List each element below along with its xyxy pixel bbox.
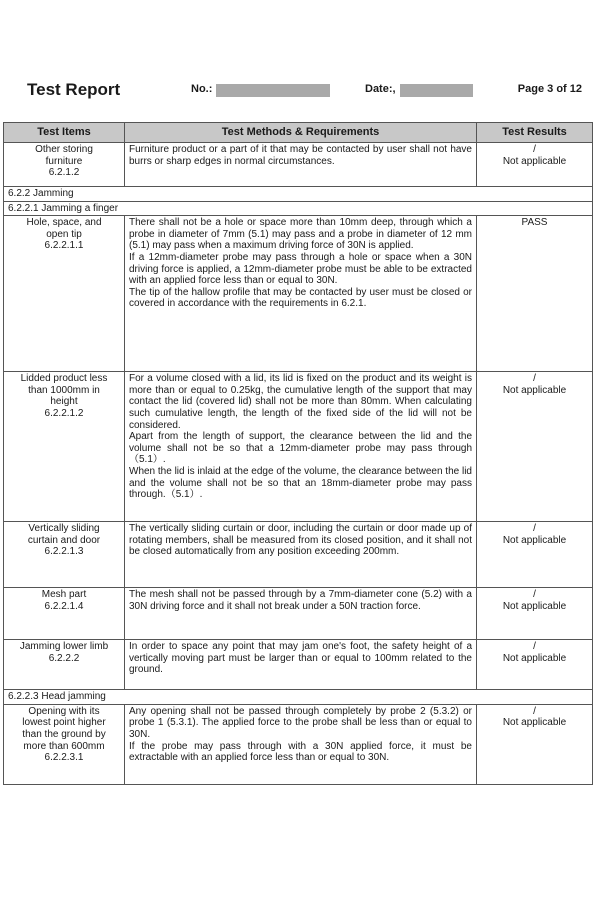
test-item-line: lowest point higher — [22, 717, 106, 729]
test-method-cell — [125, 143, 477, 187]
test-result-text: / — [533, 144, 536, 155]
report-number-label: No.: — [191, 83, 213, 95]
test-item-line: 6.2.1.2 — [48, 167, 80, 179]
column-header-test-methods: Test Methods & Requirements — [125, 123, 477, 143]
test-item-line: furniture — [45, 155, 83, 167]
table-row — [4, 216, 593, 372]
test-item-line: 6.2.2.1.2 — [44, 407, 84, 419]
table-row — [4, 522, 593, 588]
requirement-paragraph: Any opening shall not be passed through completely by probe 2 (5.3.2) or probe 1 (5.3.1). The applied force to the probe shall be less than or equal to 30N. — [129, 705, 472, 740]
test-item-line: Lidded product less — [20, 373, 108, 385]
test-method-cell — [125, 216, 477, 372]
table-header-row — [4, 123, 593, 143]
test-result-text: Not applicable — [502, 534, 567, 546]
date-label: Date:, — [365, 83, 396, 95]
test-item-cell — [4, 522, 125, 588]
test-item-line: curtain and door — [27, 534, 101, 546]
test-item-line: 6.2.2.1.1 — [44, 240, 84, 252]
test-result-text: Not applicable — [502, 717, 567, 729]
redacted-report-number — [216, 84, 330, 97]
test-result-cell — [477, 143, 593, 187]
test-item-cell — [4, 588, 125, 640]
test-item-line: 6.2.2.3.1 — [44, 752, 84, 764]
requirement-paragraph: The vertically sliding curtain or door, including the curtain or door made up of rotating members, shall be measured from its closed position, and it shall not be closed automatically from any position exceeding 200mm. — [129, 523, 472, 558]
requirement-paragraph: If a 12mm-diameter probe may pass through a hole or space when a 30N driving force is applied, a 12mm-diameter probe must be able to be extracted with an applied force less than or equal to 30N. — [129, 251, 472, 287]
test-item-cell — [4, 640, 125, 690]
test-result-text: / — [533, 705, 536, 717]
section-heading: 6.2.2 Jamming — [4, 187, 593, 202]
requirement-paragraph: Furniture product or a part of it that may be contacted by user shall not have burrs or sharp edges in normal circumstances. — [129, 144, 472, 167]
test-item-line: more than 600mm — [23, 740, 105, 752]
test-item-cell — [4, 704, 125, 784]
test-result-cell — [477, 640, 593, 690]
test-result-cell — [477, 216, 593, 372]
test-result-text: / — [533, 523, 536, 535]
test-item-line: 6.2.2.1.3 — [44, 546, 84, 558]
test-result-cell — [477, 588, 593, 640]
requirement-paragraph: For a volume closed with a lid, its lid is fixed on the product and its weight is more than or equal to 0.25kg, the cumulative length of the support that may contact the lid (covered lid) shall not be more than 80mm. When calculating such cumulative length, the length of the fixed side of the lid will not be considered. — [129, 373, 472, 431]
test-item-line: Opening with its — [28, 705, 100, 717]
requirement-paragraph: In order to space any point that may jam one's foot, the safety height of a vertically moving part must be larger than or equal to 100mm related to the ground. — [129, 641, 472, 676]
table-body — [4, 143, 593, 785]
test-item-line: 6.2.2.2 — [48, 652, 80, 664]
table-row — [4, 640, 593, 690]
column-header-test-items: Test Items — [4, 123, 125, 143]
test-result-text: Not applicable — [502, 155, 567, 167]
requirement-paragraph: If the probe may pass through with a 30N applied force, it must be extractable with an applied force less than or equal to 30N. — [129, 740, 472, 764]
test-result-cell — [477, 704, 593, 784]
test-item-line: Mesh part — [41, 589, 87, 601]
test-item-line: open tip — [46, 228, 82, 240]
test-item-line: than the ground by — [22, 728, 106, 740]
section-heading: 6.2.2.3 Head jamming — [4, 690, 593, 705]
test-item-line: height — [50, 396, 78, 408]
table-row — [4, 704, 593, 784]
test-item-line: than 1000mm in — [28, 384, 100, 396]
test-result-text: / — [533, 589, 536, 601]
test-result-text: PASS — [521, 217, 548, 229]
test-result-text: Not applicable — [502, 600, 567, 612]
section-heading: 6.2.2.1 Jamming a finger — [4, 201, 593, 216]
redacted-date — [400, 84, 473, 97]
table-row — [4, 372, 593, 522]
section-row — [4, 187, 593, 202]
report-header — [27, 80, 582, 104]
test-item-cell — [4, 372, 125, 522]
requirement-paragraph: There shall not be a hole or space more than 10mm deep, through which a probe in diameter of 7mm (5.1) may pass and a probe in diameter of 12 mm (5.1) may pass when a maximum driving force of 30N is applied. — [129, 217, 472, 252]
table-row — [4, 588, 593, 640]
test-result-cell — [477, 372, 593, 522]
table-row — [4, 143, 593, 187]
test-method-cell — [125, 372, 477, 522]
test-item-line: Vertically sliding — [28, 523, 100, 535]
test-item-cell — [4, 143, 125, 187]
test-item-line: Jamming lower limb — [19, 641, 109, 653]
report-title: Test Report — [27, 80, 121, 99]
section-row — [4, 690, 593, 705]
test-item-line: Other storing — [35, 144, 93, 155]
requirement-paragraph: When the lid is inlaid at the edge of the volume, the clearance between the lid and the volume shall not be so that an 18mm-diameter probe may pass through.（5.1）. — [129, 465, 472, 501]
requirement-paragraph: The tip of the hallow profile that may be contacted by user must be closed or covered in accordance with the requirements in 6.2.1. — [129, 286, 472, 310]
test-method-cell — [125, 704, 477, 784]
test-result-text: Not applicable — [502, 384, 567, 396]
requirement-paragraph: The mesh shall not be passed through by a 7mm-diameter cone (5.2) with a 30N driving force and it shall not break under a 50N traction force. — [129, 589, 472, 612]
requirement-paragraph: Apart from the length of support, the clearance between the lid and the volume shall not be so that a 12mm-diameter probe may pass through（5.1）. — [129, 431, 472, 466]
test-results-table — [3, 122, 593, 785]
section-row — [4, 201, 593, 216]
test-item-line: 6.2.2.1.4 — [44, 600, 84, 612]
test-method-cell — [125, 640, 477, 690]
test-item-line: Hole, space, and — [26, 217, 102, 229]
test-result-text: / — [533, 641, 536, 653]
test-method-cell — [125, 588, 477, 640]
test-result-text: / — [533, 373, 536, 385]
test-result-text: Not applicable — [502, 652, 567, 664]
test-result-cell — [477, 522, 593, 588]
test-item-cell — [4, 216, 125, 372]
column-header-test-results: Test Results — [477, 123, 593, 143]
page-number: Page 3 of 12 — [517, 83, 582, 95]
test-method-cell — [125, 522, 477, 588]
